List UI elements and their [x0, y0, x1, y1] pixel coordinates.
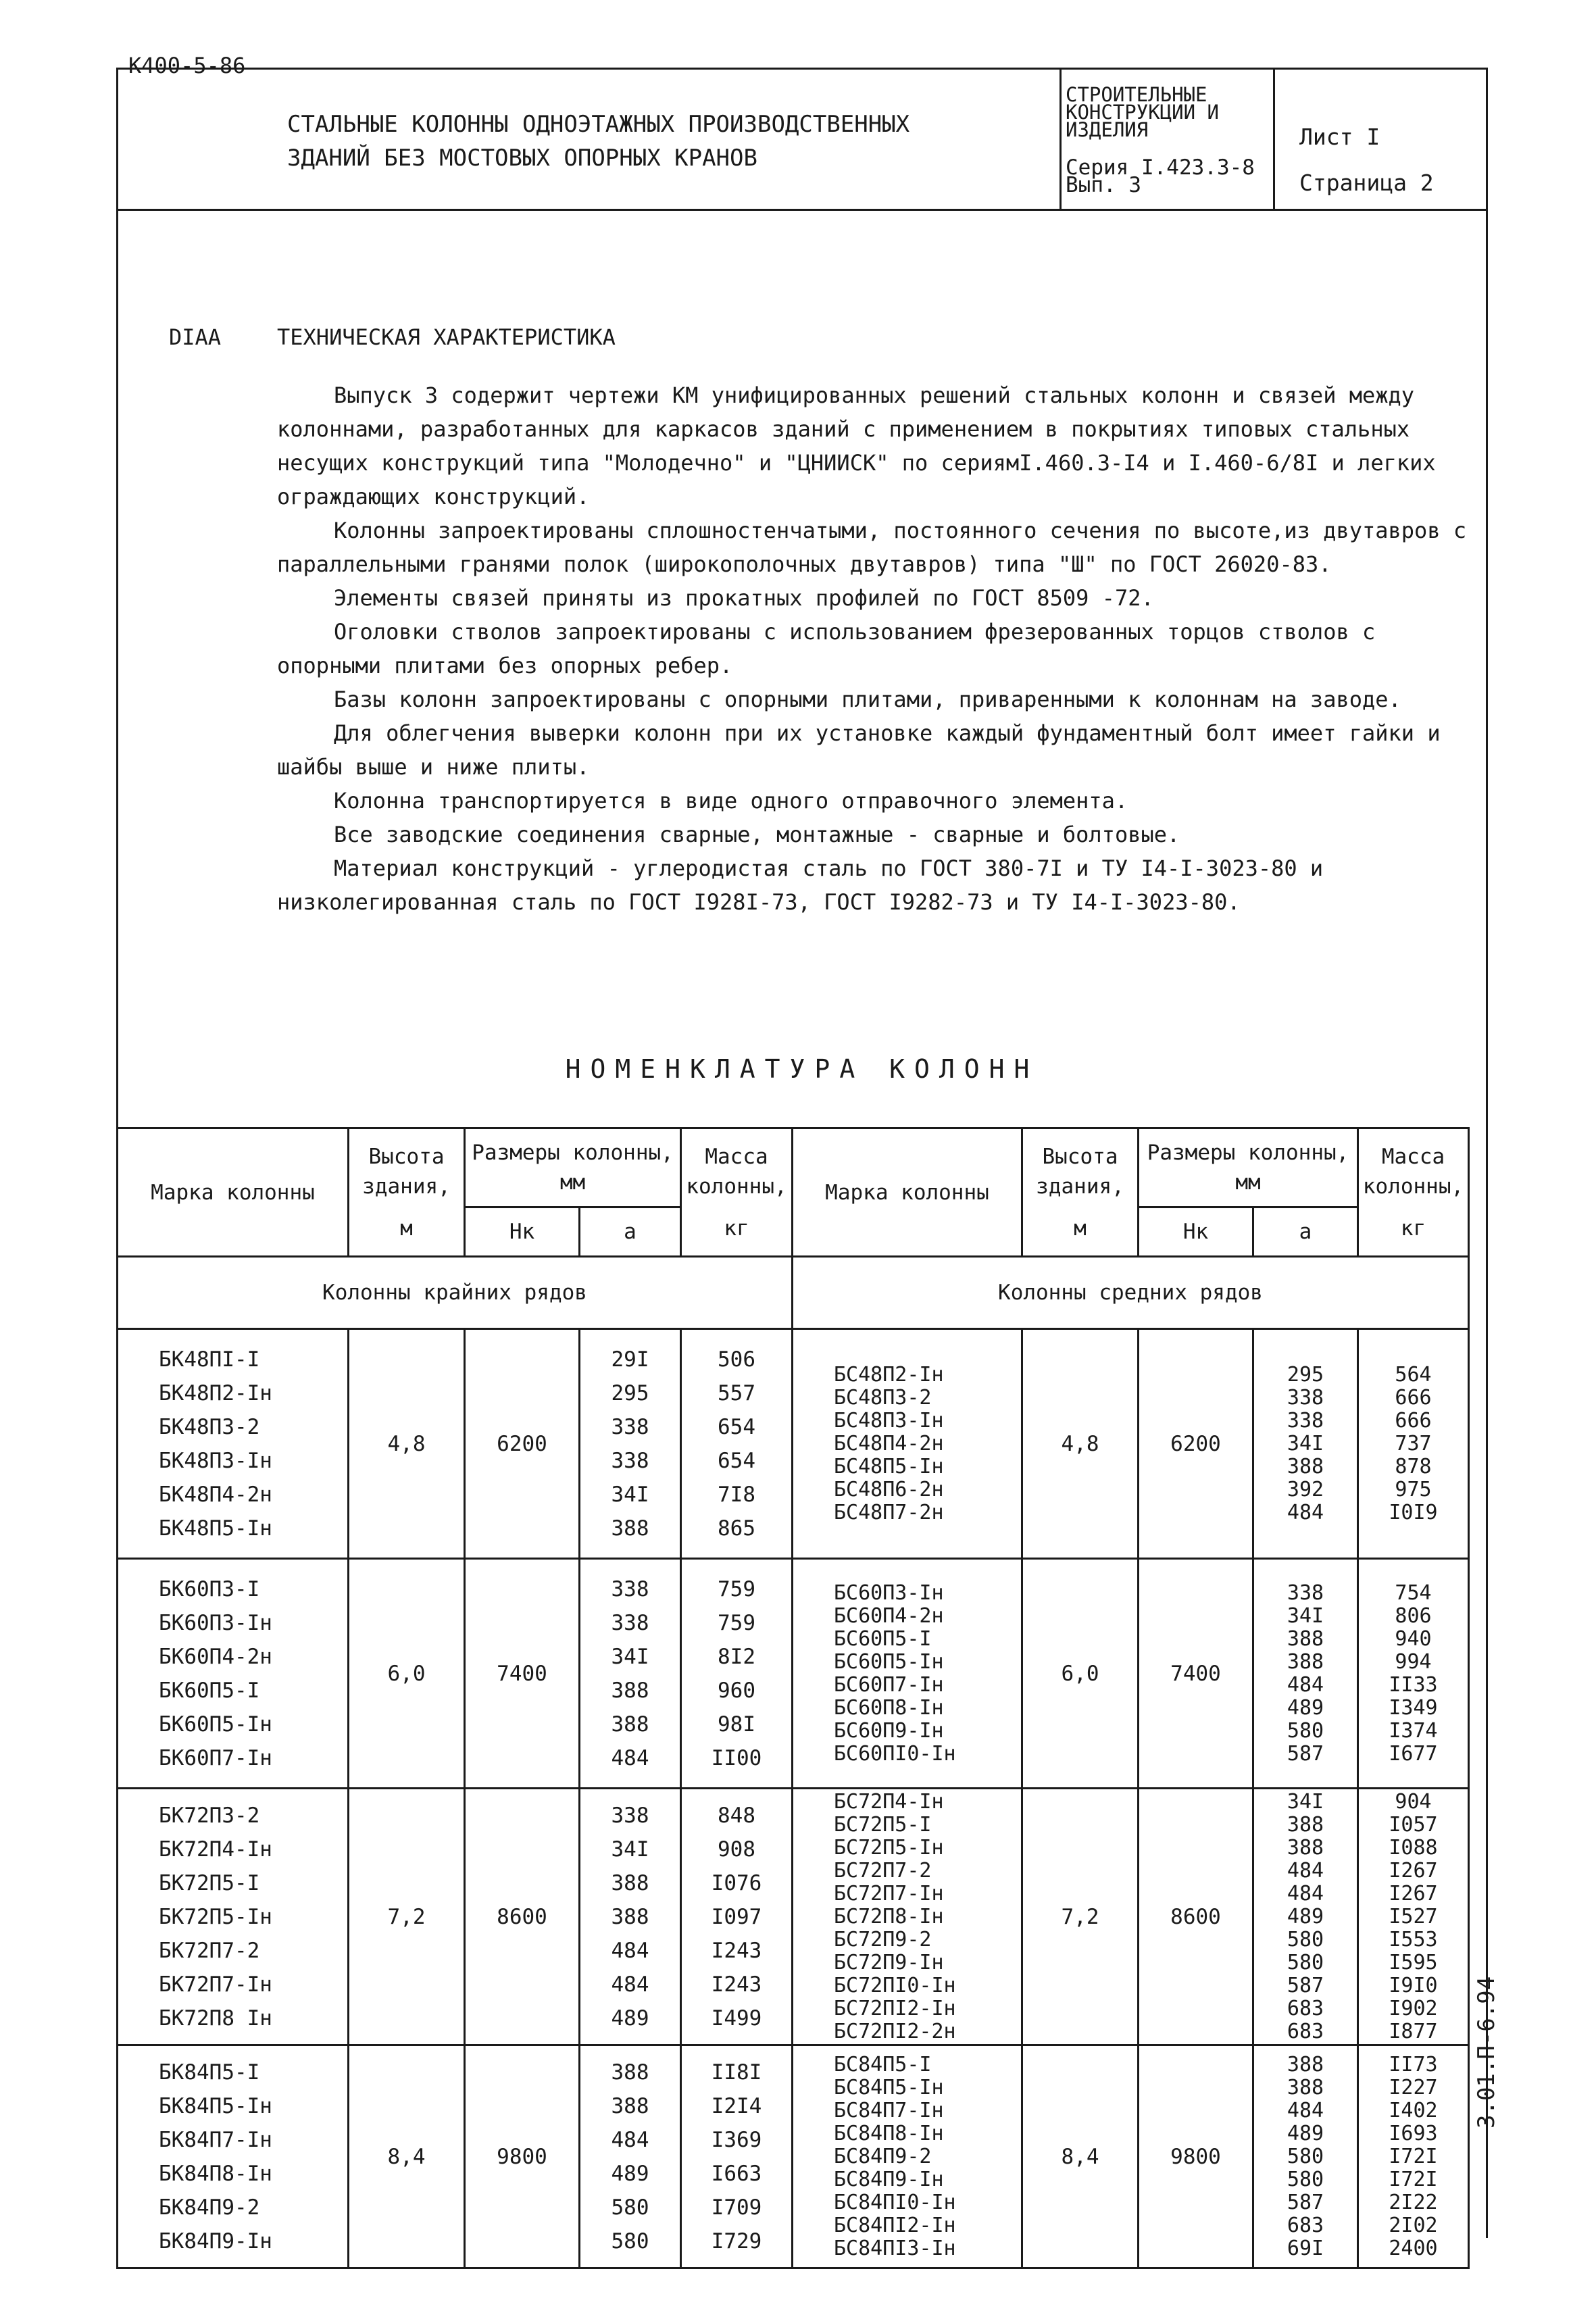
value-line: БК84П5-Iн: [159, 2093, 272, 2118]
value-line: БС84ПI2-Iн: [834, 2213, 956, 2237]
mass-cell: [681, 1789, 793, 2045]
value-line: 388: [1287, 1835, 1324, 1860]
hk-cell: 9800: [1139, 2045, 1253, 2268]
header-a: а: [580, 1208, 681, 1257]
value-line: БС48П2-Iн: [834, 1362, 944, 1387]
value-line: 580: [1287, 1950, 1324, 1974]
value-line: 34I: [611, 1482, 649, 1507]
value-line: БС72П7-Iн: [834, 1881, 944, 1906]
height-cell: 6,0: [1022, 1559, 1139, 1789]
a-cell: [1253, 1329, 1358, 1559]
value-line: I877: [1389, 2019, 1438, 2043]
value-line: 484: [1287, 2098, 1324, 2122]
value-line: БС84П5-I: [834, 2052, 932, 2076]
page-number: Страница 2: [1299, 170, 1434, 196]
classification-line: КОНСТРУКЦИИ И: [1066, 101, 1219, 124]
section-outer-rows: Колонны крайних рядов: [118, 1257, 793, 1329]
header-label: Масса колонны,: [686, 1144, 787, 1199]
value-line: 683: [1287, 1996, 1324, 2020]
nomenclature-title: НОМЕНКЛАТУРА КОЛОНН: [565, 1054, 1039, 1084]
title-line: СТАЛЬНЫЕ КОЛОННЫ ОДНОЭТАЖНЫХ ПРОИЗВОДСТВЕННЫХ: [287, 111, 910, 138]
value-line: 338: [1287, 1408, 1324, 1433]
value-line: I267: [1389, 1881, 1438, 1906]
header-unit: кг: [1400, 1216, 1426, 1241]
value-line: БС72П9-Iн: [834, 1950, 944, 1974]
mark-cell: [118, 1559, 349, 1789]
value-line: 654: [718, 1448, 755, 1473]
section-middle-rows: Колонны средних рядов: [793, 1257, 1469, 1329]
height-cell: 8,4: [1022, 2045, 1139, 2268]
mass-cell: [1358, 1789, 1469, 2045]
value-line: I527: [1389, 1904, 1438, 1928]
mark-cell: [793, 1329, 1022, 1559]
value-line: 388: [611, 1904, 649, 1929]
value-line: БС72П8-Iн: [834, 1904, 944, 1928]
height-cell: 7,2: [1022, 1789, 1139, 2045]
value-line: БС60П5-Iн: [834, 1649, 944, 1674]
value-line: I553: [1389, 1927, 1438, 1951]
series-info: [1066, 155, 1255, 197]
value-line: 484: [1287, 1858, 1324, 1883]
value-line: 98I: [718, 1712, 755, 1737]
height-cell: 4,8: [1022, 1329, 1139, 1559]
technical-description: [277, 378, 1473, 919]
value-line: 754: [1395, 1580, 1432, 1605]
header-dims: [1139, 1128, 1358, 1208]
paragraph: Оголовки стволов запроектированы с использованием фрезерованных торцов стволов с опорными плитами без опорных ребер.: [277, 619, 1376, 678]
value-line: 759: [718, 1576, 755, 1601]
value-line: 388: [611, 2060, 649, 2085]
value-line: I267: [1389, 1858, 1438, 1883]
header-unit: м: [400, 1216, 413, 1241]
value-line: БС60П3-Iн: [834, 1580, 944, 1605]
value-line: БК84П5-I: [159, 2060, 260, 2085]
issue: Вып. 3: [1066, 173, 1141, 197]
value-line: 484: [1287, 1672, 1324, 1697]
value-line: 506: [718, 1347, 755, 1372]
value-line: I693: [1389, 2121, 1438, 2145]
value-line: 338: [1287, 1580, 1324, 1605]
header-mass: [681, 1128, 793, 1257]
mass-cell: [681, 1559, 793, 1789]
value-line: БК60П5-I: [159, 1678, 260, 1703]
side-stamp: 3.01.П-6.94: [1473, 1976, 1500, 2129]
value-line: 7I8: [718, 1482, 755, 1507]
mark-cell: [118, 2045, 349, 2268]
value-line: 34I: [1287, 1431, 1324, 1455]
header-unit: мм: [559, 1170, 586, 1195]
value-line: 848: [718, 1803, 755, 1828]
sheet-cell: [1275, 70, 1486, 209]
value-line: 489: [611, 2161, 649, 2186]
paragraph: Элементы связей приняты из прокатных профилей по ГОСТ 8509 -72.: [334, 585, 1154, 611]
header-unit: м: [1074, 1216, 1087, 1241]
value-line: 666: [1395, 1385, 1432, 1410]
mass-cell: [1358, 1559, 1469, 1789]
mass-cell: [1358, 1329, 1469, 1559]
value-line: 580: [611, 2195, 649, 2220]
value-line: БС84П9-2: [834, 2144, 932, 2168]
document-code: К400-5-86: [128, 53, 246, 78]
value-line: 484: [1287, 1881, 1324, 1906]
hk-cell: 6200: [1139, 1329, 1253, 1559]
value-line: БК60П4-2н: [159, 1644, 272, 1669]
value-line: I088: [1389, 1835, 1438, 1860]
value-line: 2I22: [1389, 2190, 1438, 2214]
value-line: I663: [711, 2161, 762, 2186]
value-line: 489: [1287, 2121, 1324, 2145]
value-line: II73: [1389, 2052, 1438, 2076]
header-hk: Нк: [465, 1208, 580, 1257]
value-line: 388: [1287, 2052, 1324, 2076]
series: Серия I.423.3-8: [1066, 155, 1255, 180]
value-line: БС48П6-2н: [834, 1477, 944, 1501]
value-line: БС60П9-Iн: [834, 1718, 944, 1743]
value-line: 484: [611, 1745, 649, 1770]
value-line: 580: [611, 2229, 649, 2254]
value-line: 975: [1395, 1477, 1432, 1501]
value-line: 338: [611, 1414, 649, 1439]
classification-cell: [1062, 70, 1275, 209]
value-line: I72I: [1389, 2167, 1438, 2191]
value-line: БС72П7-2: [834, 1858, 932, 1883]
header-label: Размеры колонны,: [1147, 1141, 1349, 1165]
value-line: БС48П5-Iн: [834, 1454, 944, 1478]
value-line: БС84П7-Iн: [834, 2098, 944, 2122]
header-a: а: [1253, 1208, 1358, 1257]
a-cell: [580, 1559, 681, 1789]
value-line: 587: [1287, 2190, 1324, 2214]
title-line: ЗДАНИЙ БЕЗ МОСТОВЫХ ОПОРНЫХ КРАНОВ: [287, 145, 757, 172]
value-line: 388: [1287, 2075, 1324, 2099]
value-line: 388: [611, 1678, 649, 1703]
value-line: 960: [718, 1678, 755, 1703]
mark-cell: [793, 2045, 1022, 2268]
header-mass: [1358, 1128, 1469, 1257]
mass-cell: [681, 1329, 793, 1559]
value-line: БК72П3-2: [159, 1803, 260, 1828]
header-mark: [793, 1128, 1022, 1257]
value-line: I369: [711, 2127, 762, 2152]
value-line: БК60П3-Iн: [159, 1610, 272, 1635]
value-line: 683: [1287, 2019, 1324, 2043]
hk-cell: 7400: [465, 1559, 580, 1789]
header-height: [1022, 1128, 1139, 1257]
header-label: Марка колонны: [151, 1180, 315, 1205]
value-line: II8I: [711, 2060, 762, 2085]
header-label: Высота здания,: [362, 1144, 451, 1199]
value-line: БС72П5-Iн: [834, 1835, 944, 1860]
value-line: 34I: [611, 1644, 649, 1669]
value-line: БК60П3-I: [159, 1576, 260, 1601]
table-row: [118, 1789, 1469, 2045]
value-line: 580: [1287, 1718, 1324, 1743]
value-line: 338: [611, 1448, 649, 1473]
value-line: 338: [611, 1610, 649, 1635]
header-label: Высота здания,: [1036, 1144, 1124, 1199]
value-line: 759: [718, 1610, 755, 1635]
paragraph: Колонны запроектированы сплошностенчатыми, постоянного сечения по высоте,из двутавров с параллельными гранями полок (широкополочных двутавров) типа "Ш" по ГОСТ 26020-83.: [277, 518, 1467, 577]
height-cell: 8,4: [349, 2045, 465, 2268]
value-line: 34I: [611, 1837, 649, 1862]
mass-cell: [1358, 2045, 1469, 2268]
value-line: 806: [1395, 1603, 1432, 1628]
paragraph: Колонна транспортируется в виде одного отправочного элемента.: [334, 788, 1128, 814]
value-line: 580: [1287, 2167, 1324, 2191]
header-mark: [118, 1128, 349, 1257]
value-line: 2I02: [1389, 2213, 1438, 2237]
header-label: Размеры колонны,: [472, 1141, 674, 1165]
value-line: 737: [1395, 1431, 1432, 1455]
value-line: БК48П5-Iн: [159, 1516, 272, 1541]
header-label: Марка колонны: [825, 1180, 989, 1205]
height-cell: 7,2: [349, 1789, 465, 2045]
value-line: 683: [1287, 2213, 1324, 2237]
header-unit: кг: [724, 1216, 749, 1241]
value-line: I72I: [1389, 2144, 1438, 2168]
nomenclature-table: [116, 1127, 1470, 2269]
value-line: 392: [1287, 1477, 1324, 1501]
value-line: II00: [711, 1745, 762, 1770]
classification-line: ИЗДЕЛИЯ: [1066, 118, 1149, 141]
paragraph: Все заводские соединения сварные, монтажные - сварные и болтовые.: [334, 822, 1180, 847]
table-header-row: [118, 1128, 1469, 1208]
value-line: 484: [611, 1938, 649, 1963]
hk-cell: 8600: [465, 1789, 580, 2045]
mark-cell: [793, 1559, 1022, 1789]
header-dims: [465, 1128, 681, 1208]
value-line: БС84ПI0-Iн: [834, 2190, 956, 2214]
mark-cell: [118, 1789, 349, 2045]
value-line: БК72П5-Iн: [159, 1904, 272, 1929]
value-line: I9I0: [1389, 1973, 1438, 1997]
value-line: 388: [1287, 1626, 1324, 1651]
hk-cell: 6200: [465, 1329, 580, 1559]
value-line: 34I: [1287, 1603, 1324, 1628]
value-line: 489: [1287, 1695, 1324, 1720]
title-cell: [118, 70, 1062, 209]
value-line: БК84П7-Iн: [159, 2127, 272, 2152]
a-cell: [580, 2045, 681, 2268]
classification: [1066, 83, 1219, 141]
table-row: [118, 1559, 1469, 1789]
value-line: БС60П5-I: [834, 1626, 932, 1651]
value-line: БК84П9-Iн: [159, 2229, 272, 2254]
value-line: 388: [1287, 1812, 1324, 1837]
a-cell: [1253, 1559, 1358, 1789]
value-line: БК72П5-I: [159, 1870, 260, 1895]
value-line: I709: [711, 2195, 762, 2220]
value-line: 666: [1395, 1408, 1432, 1433]
value-line: 34I: [1287, 1789, 1324, 1814]
value-line: БС48П4-2н: [834, 1431, 944, 1455]
sheet-number: Лист I: [1299, 124, 1380, 150]
value-line: 489: [1287, 1904, 1324, 1928]
value-line: БС60ПI0-Iн: [834, 1741, 956, 1766]
value-line: 878: [1395, 1454, 1432, 1478]
value-line: БК60П5-Iн: [159, 1712, 272, 1737]
value-line: 557: [718, 1380, 755, 1405]
a-cell: [1253, 2045, 1358, 2268]
value-line: БС72П5-I: [834, 1812, 932, 1837]
section-title: ТЕХНИЧЕСКАЯ ХАРАКТЕРИСТИКА: [277, 324, 616, 350]
value-line: 904: [1395, 1789, 1432, 1814]
document-title: [287, 107, 909, 175]
value-line: I057: [1389, 1812, 1438, 1837]
value-line: 388: [611, 1516, 649, 1541]
height-cell: 4,8: [349, 1329, 465, 1559]
section-code: DIAA: [169, 324, 222, 350]
value-line: 2400: [1389, 2236, 1438, 2260]
paragraph: Для облегчения выверки колонн при их установке каждый фундаментный болт имеет гайки и шайбы выше и ниже плиты.: [277, 720, 1441, 780]
value-line: 484: [611, 2127, 649, 2152]
value-line: I349: [1389, 1695, 1438, 1720]
value-line: 994: [1395, 1649, 1432, 1674]
header-label: Масса колонны,: [1362, 1144, 1464, 1199]
table-row: [118, 1329, 1469, 1559]
mass-cell: [681, 2045, 793, 2268]
height-cell: 6,0: [349, 1559, 465, 1789]
value-line: 484: [611, 1972, 649, 1997]
value-line: 564: [1395, 1362, 1432, 1387]
a-cell: [1253, 1789, 1358, 2045]
value-line: 654: [718, 1414, 755, 1439]
value-line: 338: [1287, 1385, 1324, 1410]
value-line: БС84П5-Iн: [834, 2075, 944, 2099]
value-line: 489: [611, 2006, 649, 2031]
value-line: 580: [1287, 1927, 1324, 1951]
value-line: I595: [1389, 1950, 1438, 1974]
value-line: БС48П7-2н: [834, 1500, 944, 1524]
header-height: [349, 1128, 465, 1257]
a-cell: [580, 1329, 681, 1559]
value-line: 388: [611, 1712, 649, 1737]
paragraph: Базы колонн запроектированы с опорными плитами, приваренными к колоннам на заводе.: [334, 687, 1401, 712]
value-line: БК84П9-2: [159, 2195, 260, 2220]
value-line: I2I4: [711, 2093, 762, 2118]
value-line: I0I9: [1389, 1500, 1438, 1524]
value-line: БС60П4-2н: [834, 1603, 944, 1628]
value-line: I677: [1389, 1741, 1438, 1766]
value-line: БК48П2-Iн: [159, 1380, 272, 1405]
value-line: БК48П3-Iн: [159, 1448, 272, 1473]
header-hk: Нк: [1139, 1208, 1253, 1257]
table-row: [118, 2045, 1469, 2268]
header-unit: мм: [1235, 1170, 1261, 1195]
value-line: I076: [711, 1870, 762, 1895]
paragraph: Материал конструкций - углеродистая сталь по ГОСТ 380-7I и ТУ I4-I-3023-80 и низколегированная сталь по ГОСТ I928I-73, ГОСТ I9282-73 и ТУ I4-I-3023-80.: [277, 855, 1324, 915]
value-line: 388: [1287, 1649, 1324, 1674]
value-line: БС48П3-Iн: [834, 1408, 944, 1433]
value-line: 338: [611, 1576, 649, 1601]
value-line: I243: [711, 1972, 762, 1997]
value-line: I902: [1389, 1996, 1438, 2020]
value-line: I499: [711, 2006, 762, 2031]
value-line: I227: [1389, 2075, 1438, 2099]
value-line: БС72ПI2-2н: [834, 2019, 956, 2043]
value-line: 865: [718, 1516, 755, 1541]
value-line: 940: [1395, 1626, 1432, 1651]
mark-cell: [793, 1789, 1022, 2045]
value-line: 587: [1287, 1973, 1324, 1997]
value-line: БС84ПI3-Iн: [834, 2236, 956, 2260]
value-line: 484: [1287, 1500, 1324, 1524]
value-line: БК48П3-2: [159, 1414, 260, 1439]
value-line: БК72П8 Iн: [159, 2006, 272, 2031]
value-line: БС60П8-Iн: [834, 1695, 944, 1720]
value-line: I097: [711, 1904, 762, 1929]
value-line: 388: [611, 2093, 649, 2118]
a-cell: [580, 1789, 681, 2045]
value-line: БК60П7-Iн: [159, 1745, 272, 1770]
value-line: 587: [1287, 1741, 1324, 1766]
paragraph: Выпуск 3 содержит чертежи КМ унифицированных решений стальных колонн и связей между колоннами, разработанных для каркасов зданий с применением в покрытиях типовых стальных несущих конструкций типа "Молодечно" и "ЦНИИСК" по сериямI.460.3-I4 и I.460-6/8I и легких ограждающих конструкций.: [277, 382, 1436, 509]
value-line: 8I2: [718, 1644, 755, 1669]
value-line: БС72П4-Iн: [834, 1789, 944, 1814]
hk-cell: 8600: [1139, 1789, 1253, 2045]
hk-cell: 7400: [1139, 1559, 1253, 1789]
value-line: БК48ПI-I: [159, 1347, 260, 1372]
value-line: 69I: [1287, 2236, 1324, 2260]
classification-line: СТРОИТЕЛЬНЫЕ: [1066, 83, 1207, 106]
value-line: БС72П9-2: [834, 1927, 932, 1951]
value-line: 295: [611, 1380, 649, 1405]
value-line: БС84П9-Iн: [834, 2167, 944, 2191]
value-line: 388: [611, 1870, 649, 1895]
hk-cell: 9800: [465, 2045, 580, 2268]
table-section-row: [118, 1257, 1469, 1329]
value-line: 908: [718, 1837, 755, 1862]
value-line: БК84П8-Iн: [159, 2161, 272, 2186]
value-line: БС72ПI2-Iн: [834, 1996, 956, 2020]
value-line: БС60П7-Iн: [834, 1672, 944, 1697]
value-line: 580: [1287, 2144, 1324, 2168]
value-line: БК72П4-Iн: [159, 1837, 272, 1862]
title-block: [116, 68, 1488, 211]
mark-cell: [118, 1329, 349, 1559]
value-line: БК72П7-2: [159, 1938, 260, 1963]
value-line: БК48П4-2н: [159, 1482, 272, 1507]
value-line: 29I: [611, 1347, 649, 1372]
value-line: БС72ПI0-Iн: [834, 1973, 956, 1997]
value-line: I243: [711, 1938, 762, 1963]
value-line: I402: [1389, 2098, 1438, 2122]
value-line: БС48П3-2: [834, 1385, 932, 1410]
value-line: I729: [711, 2229, 762, 2254]
value-line: II33: [1389, 1672, 1438, 1697]
value-line: 388: [1287, 1454, 1324, 1478]
value-line: 338: [611, 1803, 649, 1828]
value-line: БС84П8-Iн: [834, 2121, 944, 2145]
value-line: 295: [1287, 1362, 1324, 1387]
value-line: БК72П7-Iн: [159, 1972, 272, 1997]
value-line: I374: [1389, 1718, 1438, 1743]
